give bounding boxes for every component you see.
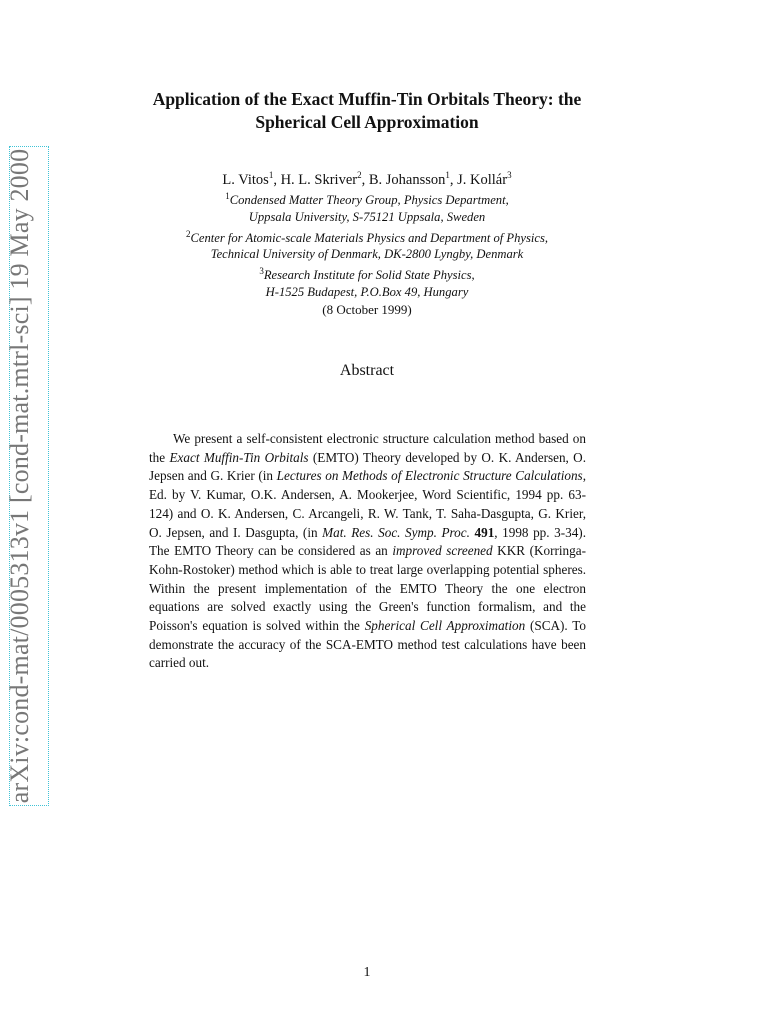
emphasis: Exact Muffin-Tin Orbitals bbox=[169, 449, 309, 465]
author-sup: 1 bbox=[268, 170, 274, 180]
emphasis: Lectures on Methods of Electronic Structure Calculations bbox=[276, 468, 583, 484]
author-name: H. L. Skriver bbox=[280, 171, 358, 188]
author-name: L. Vitos bbox=[222, 171, 269, 188]
emphasis: Mat. Res. Soc. Symp. Proc. bbox=[322, 524, 470, 540]
affiliation-1-line-2: Uppsala University, S-75121 Uppsala, Sweden bbox=[248, 210, 486, 224]
title-line-2: Spherical Cell Approximation bbox=[255, 112, 479, 132]
emphasis: Spherical Cell Approximation bbox=[364, 618, 526, 634]
abstract-body bbox=[149, 430, 586, 673]
author-name: B. Johansson bbox=[368, 171, 446, 188]
affiliation-2-line-2: Technical University of Denmark, DK-2800 Lyngby, Denmark bbox=[210, 247, 524, 261]
author-sup: 2 bbox=[357, 170, 362, 180]
volume-number: 491 bbox=[474, 524, 495, 540]
affiliation-2-line-1: $^2$Center for Atomic-scale Materials Physics and Department of Physics, bbox=[185, 229, 549, 246]
author-name: J. Kollár bbox=[457, 171, 508, 188]
author-list: L. Vitos$^1$, H. L. Skriver$^2$, B. Johansson$^1$, J. Kollár$^3$ bbox=[222, 170, 512, 188]
author-sup: 1 bbox=[445, 170, 450, 180]
emphasis: improved screened bbox=[392, 543, 493, 559]
arxiv-identifier: arXiv:cond-mat/0005313v1 [cond-mat.mtrl-sci] 19 May 2000 bbox=[5, 148, 34, 804]
paper-title bbox=[100, 88, 634, 134]
submission-date: (8 October 1999) bbox=[322, 302, 412, 317]
affiliation-3-line-1: $^3$Research Institute for Solid State Physics, bbox=[259, 266, 475, 283]
affiliation-3-line-2: H-1525 Budapest, P.O.Box 49, Hungary bbox=[265, 285, 469, 299]
title-line-1: Application of the Exact Muffin-Tin Orbitals Theory: the bbox=[152, 89, 582, 109]
page-number: 1 bbox=[363, 965, 371, 980]
abstract-heading: Abstract bbox=[339, 362, 395, 379]
affiliation-1-line-1: $^1$Condensed Matter Theory Group, Physics Department, bbox=[225, 191, 509, 208]
author-sup: 3 bbox=[507, 170, 512, 180]
abstract-paragraph: We present a self-consistent electronic structure calculation method based on the Exact Muffin-Tin Orbitals (EMTO) Theory developed by O. K. Andersen, O. Jepsen and G. Krier (in Lectures on Methods of Electronic Structure Calculations, Ed. by V. Kumar, O.K. Andersen, A. Mookerjee, Word Scientific, 1994 pp. 63-124) and O. K. Andersen, C. Arcangeli, R. W. Tank, T. Saha-Dasgupta, G. Krier, O. Jepsen, and I. Dasgupta, (in Mat. Res. Soc. Symp. Proc. 491, 1998 pp. 3-34). The EMTO Theory can be considered as an improved screened KKR (Korringa-Kohn-Rostoker) method which is able to treat large overlapping potential spheres. Within the present implementation of the EMTO Theory the one electron equations are solved exactly using the Green's function formalism, and the Poisson's equation is solved within the Spherical Cell Approximation (SCA). To demonstrate the accuracy of the SCA-EMTO method test calculations have been carried out. bbox=[149, 431, 586, 671]
